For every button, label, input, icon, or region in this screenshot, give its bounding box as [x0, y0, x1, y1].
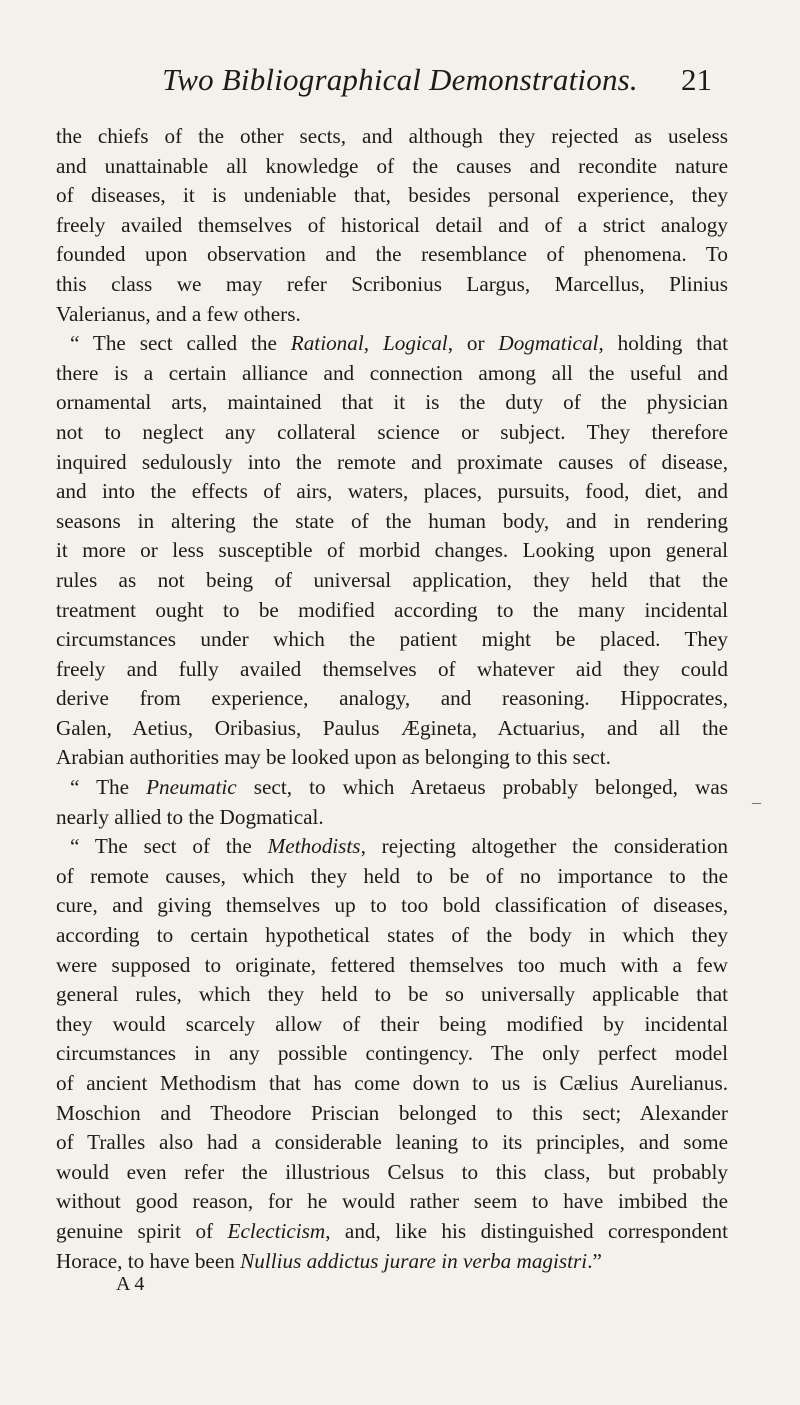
text-line: Horace, to have been Nullius addictus jurare in verba magistri.”	[56, 1248, 602, 1273]
text-line: ornamental arts, maintained that it is the duty of the physician	[56, 390, 728, 415]
text-line: and into the effects of airs, waters, places, pursuits, food, diet, and	[56, 479, 728, 504]
text-line: freely and fully availed themselves of whatever aid they could	[56, 656, 728, 681]
text-line: rules as not being of universal application, they held that the	[56, 567, 728, 592]
text-line: “ The Pneumatic sect, to which Aretaeus probably belonged, was	[70, 775, 728, 800]
text-line: inquired sedulously into the remote and proximate causes of disease,	[56, 449, 728, 474]
text-line: there is a certain alliance and connection among all the useful and	[56, 360, 728, 385]
text-line: according to certain hypothetical states of the body in which they	[56, 923, 728, 948]
text-line: Arabian authorities may be looked upon as belonging to this sect.	[56, 745, 611, 770]
text-line: would even refer the illustrious Celsus to this class, but probably	[56, 1159, 728, 1184]
text-line: genuine spirit of Eclecticism, and, like his distinguished correspondent	[56, 1218, 728, 1243]
signature-mark: A 4	[116, 1273, 145, 1295]
text-line: founded upon observation and the resemblance of phenomena. To	[56, 242, 728, 267]
text-line: of ancient Methodism that has come down to us is Cælius Aurelianus.	[56, 1071, 728, 1095]
text-line: were supposed to originate, fettered themselves too much with a few	[56, 952, 728, 977]
text-line: freely availed themselves of historical detail and of a strict analogy	[56, 212, 728, 237]
margin-mark: –	[752, 792, 761, 812]
text-line: they would scarcely allow of their being modified by incidental	[56, 1011, 728, 1036]
text-line: derive from experience, analogy, and reasoning. Hippocrates,	[56, 686, 728, 711]
text-line: Moschion and Theodore Priscian belonged to this sect; Alexander	[56, 1100, 728, 1125]
text-line: general rules, which they held to be so universally applicable that	[56, 982, 728, 1007]
text-line: seasons in altering the state of the human body, and in rendering	[56, 508, 728, 533]
text-line: circumstances in any possible contingency. The only perfect model	[56, 1041, 728, 1066]
text-line: it more or less susceptible of morbid changes. Looking upon general	[56, 538, 728, 563]
text-line: and unattainable all knowledge of the causes and recondite nature	[56, 153, 728, 178]
page-header	[0, 62, 800, 102]
text-line: not to neglect any collateral science or subject. They therefore	[56, 419, 728, 444]
text-line: of Tralles also had a considerable leaning to its principles, and some	[56, 1130, 728, 1155]
text-line: of diseases, it is undeniable that, besides personal experience, they	[56, 183, 728, 208]
text-line: of remote causes, which they held to be of no importance to the	[56, 863, 728, 888]
text-line: Valerianus, and a few others.	[56, 301, 301, 326]
text-line: “ The sect of the Methodists, rejecting altogether the consideration	[70, 834, 728, 859]
text-line: “ The sect called the Rational, Logical, or Dogmatical, holding that	[70, 331, 728, 356]
text-line: Galen, Aetius, Oribasius, Paulus Ægineta, Actuarius, and all the	[56, 715, 728, 740]
text-line: treatment ought to be modified according to the many incidental	[56, 597, 728, 622]
text-line: this class we may refer Scribonius Largus, Marcellus, Plinius	[56, 271, 728, 296]
text-line: cure, and giving themselves up to too bold classification of diseases,	[56, 893, 728, 918]
page-number: 21	[681, 62, 712, 97]
body-text	[56, 122, 728, 1276]
text-line: without good reason, for he would rather seem to have imbibed the	[56, 1189, 728, 1214]
text-line: the chiefs of the other sects, and although they rejected as useless	[56, 124, 728, 148]
text-line: nearly allied to the Dogmatical.	[56, 804, 324, 829]
running-title: Two Bibliographical Demonstrations.	[162, 62, 638, 97]
text-line: circumstances under which the patient might be placed. They	[56, 627, 728, 652]
